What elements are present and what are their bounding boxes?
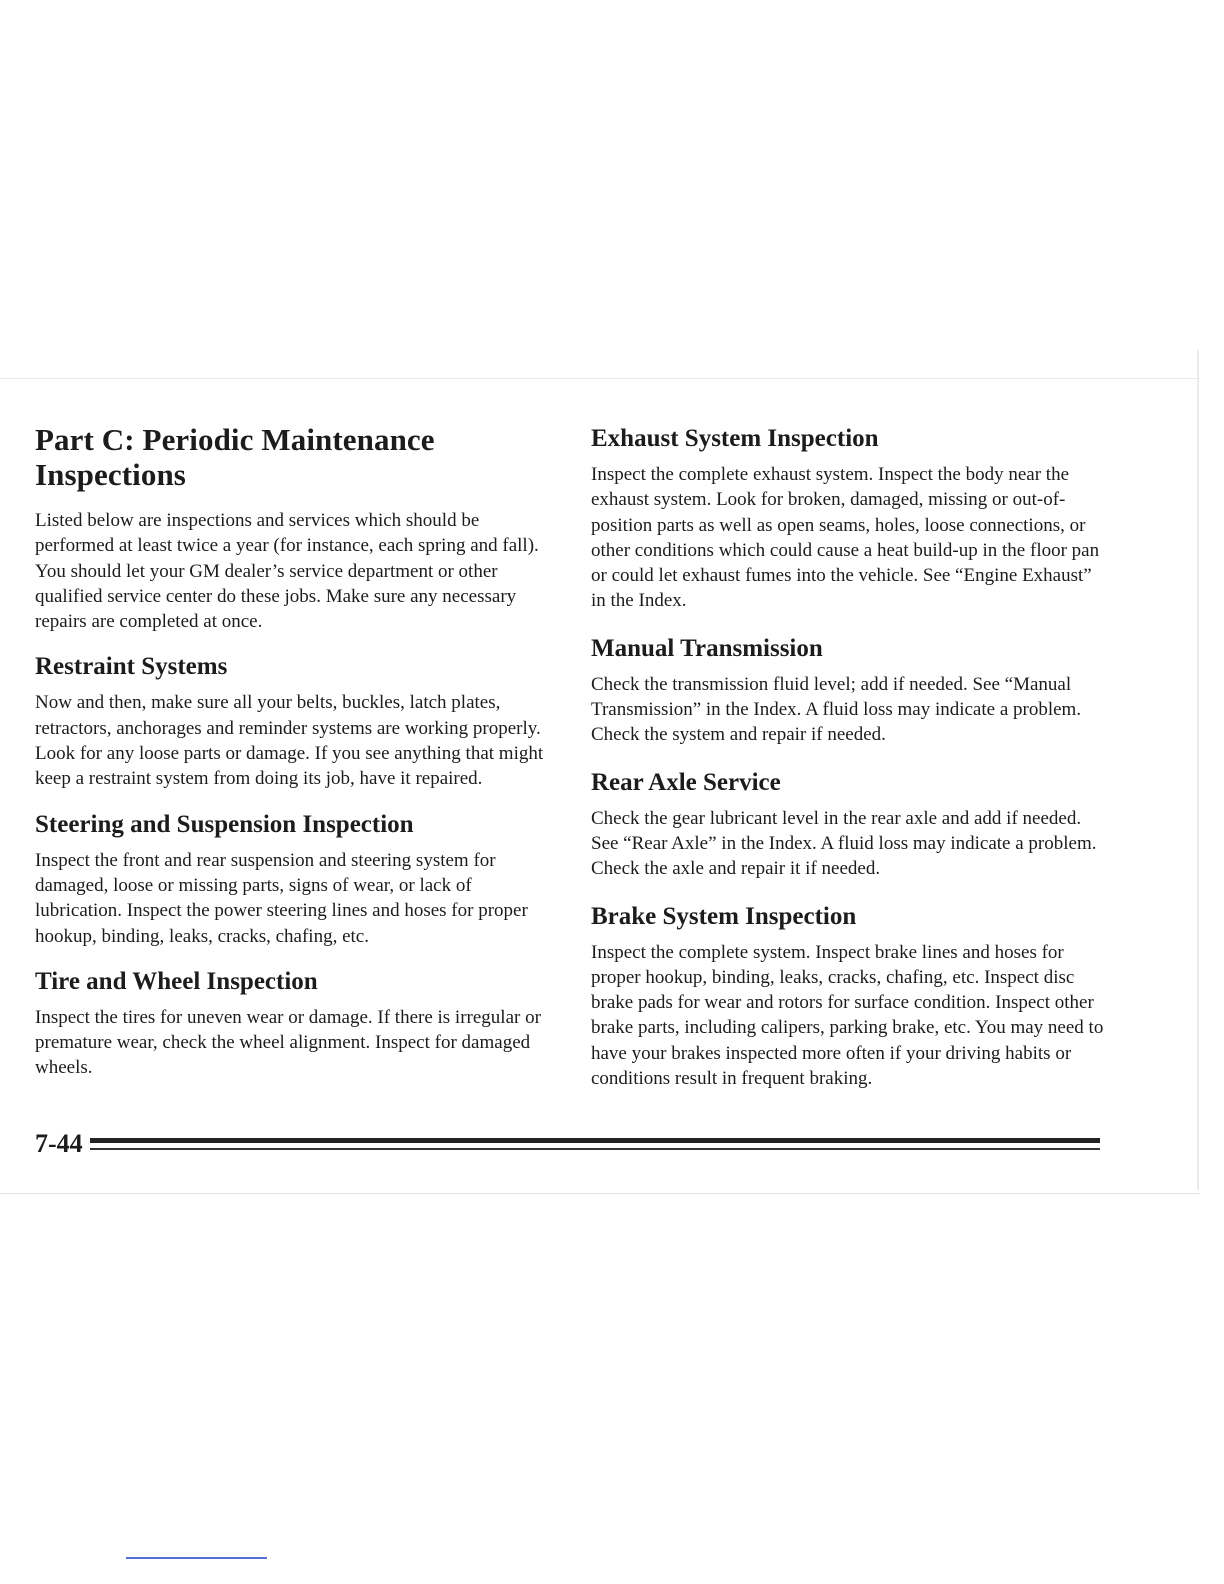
stray-underline: [126, 1557, 267, 1559]
intro-paragraph: Listed below are inspections and services which should be performed at least twice a year (for instance, each spring and fall). You should let your GM dealer’s service department or other qualified service center do these jobs. Make sure any necessary repairs are completed at once.: [35, 510, 539, 633]
right-column: [591, 424, 1106, 1111]
footer-rule-thin: [90, 1148, 1100, 1150]
body-manual-transmission: Check the transmission fluid level; add if needed. See “Manual Transmission” in the Index. A fluid loss may indicate a problem. Check the system and repair if needed.: [591, 673, 1082, 746]
heading-manual-transmission: Manual Transmission: [591, 634, 823, 662]
footer-rule-thick: [90, 1138, 1100, 1143]
heading-exhaust-system: Exhaust System Inspection: [591, 425, 879, 452]
heading-rear-axle: Rear Axle Service: [591, 768, 781, 796]
page-footer: [35, 1128, 1100, 1160]
left-column: [35, 422, 555, 1099]
body-restraint-systems: Now and then, make sure all your belts, buckles, latch plates, retractors, anchorages and reminder systems are working properly. Look for any loose parts or damage. If you see anything that might keep a restraint system from doing its job, have it repaired.: [35, 692, 544, 790]
heading-restraint-systems: Restraint Systems: [35, 653, 228, 681]
heading-steering-suspension: Steering and Suspension Inspection: [35, 810, 414, 838]
heading-brake-system: Brake System Inspection: [591, 902, 857, 930]
body-tire-wheel: Inspect the tires for uneven wear or damage. If there is irregular or premature wear, check the wheel alignment. Inspect for damaged wheels.: [35, 1006, 541, 1079]
body-brake-system: Inspect the complete system. Inspect brake lines and hoses for proper hookup, binding, leaks, cracks, chafing, etc. Inspect disc brake pads for wear and rotors for surface condition. Inspect other brake parts, including calipers, parking brake, etc. You may need to have your brakes inspected more often if your driving habits or conditions result in frequent braking.: [591, 941, 1104, 1090]
scan-edge: [1197, 350, 1199, 1190]
body-steering-suspension: Inspect the front and rear suspension and steering system for damaged, loose or missing parts, signs of wear, or lack of lubrication. Inspect the power steering lines and hoses for proper hookup, binding, leaks, cracks, chafing, etc.: [35, 849, 528, 947]
body-exhaust-system: Inspect the complete exhaust system. Inspect the body near the exhaust system. Look for broken, damaged, missing or out-of-position parts as well as open seams, holes, loose connections, or other conditions which could cause a heat build-up in the floor pan or could let exhaust fumes into the vehicle. See “Engine Exhaust” in the Index.: [591, 464, 1100, 612]
page-number: 7-44: [35, 1129, 83, 1158]
page-title: Part C: Periodic Maintenance Inspections: [35, 422, 435, 492]
body-rear-axle: Check the gear lubricant level in the rear axle and add if needed. See “Rear Axle” in the Index. A fluid loss may indicate a problem. Check the axle and repair it if needed.: [591, 807, 1097, 880]
heading-tire-wheel: Tire and Wheel Inspection: [35, 967, 318, 995]
